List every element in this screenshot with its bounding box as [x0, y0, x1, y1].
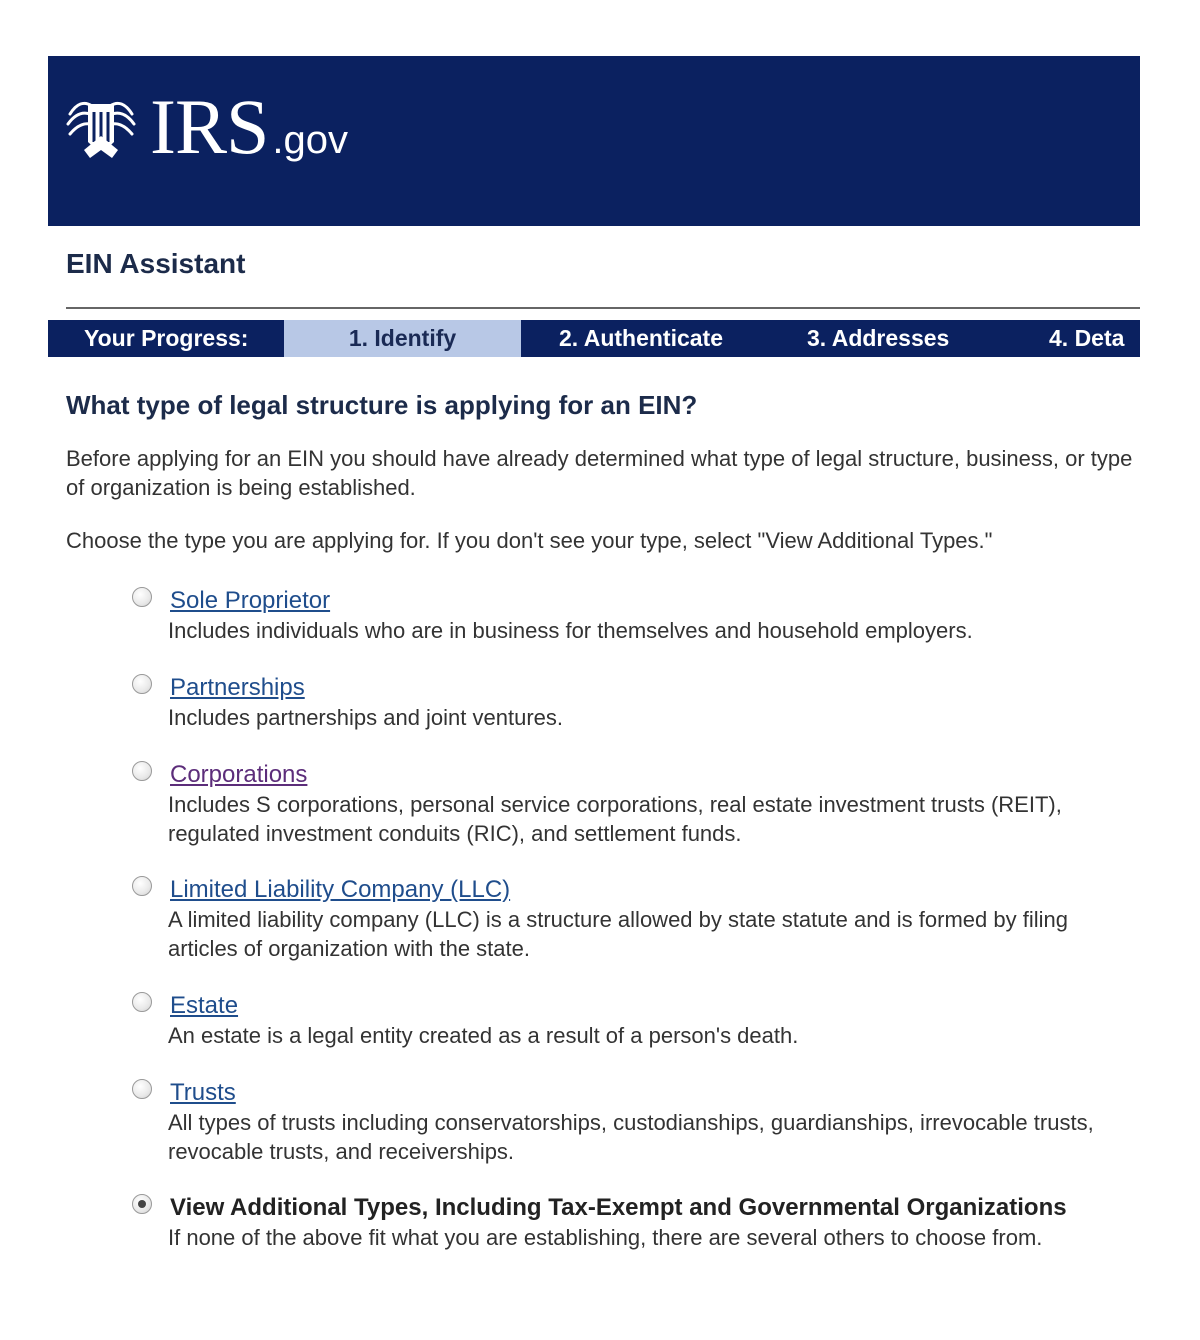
radio-sole-proprietor[interactable] — [132, 587, 152, 607]
trusts-description: All types of trusts including conservatorships, custodianships, guardianships, irrevocable trusts, revocable trusts, and receiverships. — [168, 1110, 1094, 1164]
estate-link[interactable]: Estate — [170, 992, 239, 1019]
radio-llc[interactable] — [132, 876, 152, 896]
llc-description: A limited liability company (LLC) is a structure allowed by state statute and is formed by filing articles of organization with the state. — [168, 907, 1068, 961]
progress-bar — [48, 320, 1140, 357]
corporations-link[interactable]: Corporations — [170, 761, 308, 788]
radio-partnerships[interactable] — [132, 674, 152, 694]
instruction-text: Choose the type you are applying for. If you don't see your type, select "View Additional Types." — [66, 528, 993, 553]
partnerships-description: Includes partnerships and joint ventures. — [168, 705, 564, 730]
radio-estate[interactable] — [132, 992, 152, 1012]
progress-label: Your Progress: — [84, 325, 249, 351]
irs-logo[interactable] — [62, 83, 348, 170]
trusts-link[interactable]: Trusts — [170, 1079, 236, 1106]
header-banner — [48, 56, 1140, 226]
page — [48, 56, 1140, 1250]
estate-description: An estate is a legal entity created as a result of a person's death. — [168, 1023, 799, 1048]
logo-suffix: .gov — [272, 118, 348, 162]
radio-additional-types[interactable] — [132, 1194, 152, 1214]
radio-corporations[interactable] — [132, 761, 152, 781]
sole-proprietor-link[interactable]: Sole Proprietor — [170, 587, 331, 614]
partnerships-link[interactable]: Partnerships — [170, 674, 305, 701]
progress-step-identify: 1. Identify — [284, 320, 521, 357]
intro-text: Before applying for an EIN you should have already determined what type of legal structure, business, or type of organization is being established. — [66, 446, 1133, 500]
corporations-description: Includes S corporations, personal service corporations, real estate investment trusts (REIT), regulated investment conduits (RIC), and settlement funds. — [168, 792, 1062, 846]
irs-eagle-icon — [62, 92, 140, 164]
radio-trusts[interactable] — [132, 1079, 152, 1099]
progress-step-addresses: 3. Addresses — [807, 325, 950, 351]
progress-step-details: 4. Deta — [1049, 325, 1125, 351]
additional-types-description: If none of the above fit what you are establishing, there are several others to choose from. — [168, 1225, 1043, 1250]
progress-step-authenticate: 2. Authenticate — [559, 325, 724, 351]
sole-proprietor-description: Includes individuals who are in business for themselves and household employers. — [168, 618, 973, 643]
llc-link[interactable]: Limited Liability Company (LLC) — [170, 876, 511, 903]
logo-text: IRS — [150, 83, 269, 170]
page-question: What type of legal structure is applying for an EIN? — [66, 390, 698, 420]
app-title: EIN Assistant — [66, 248, 246, 279]
title-divider — [66, 307, 1140, 309]
additional-types-label[interactable]: View Additional Types, Including Tax-Exempt and Governmental Organizations — [170, 1194, 1067, 1221]
